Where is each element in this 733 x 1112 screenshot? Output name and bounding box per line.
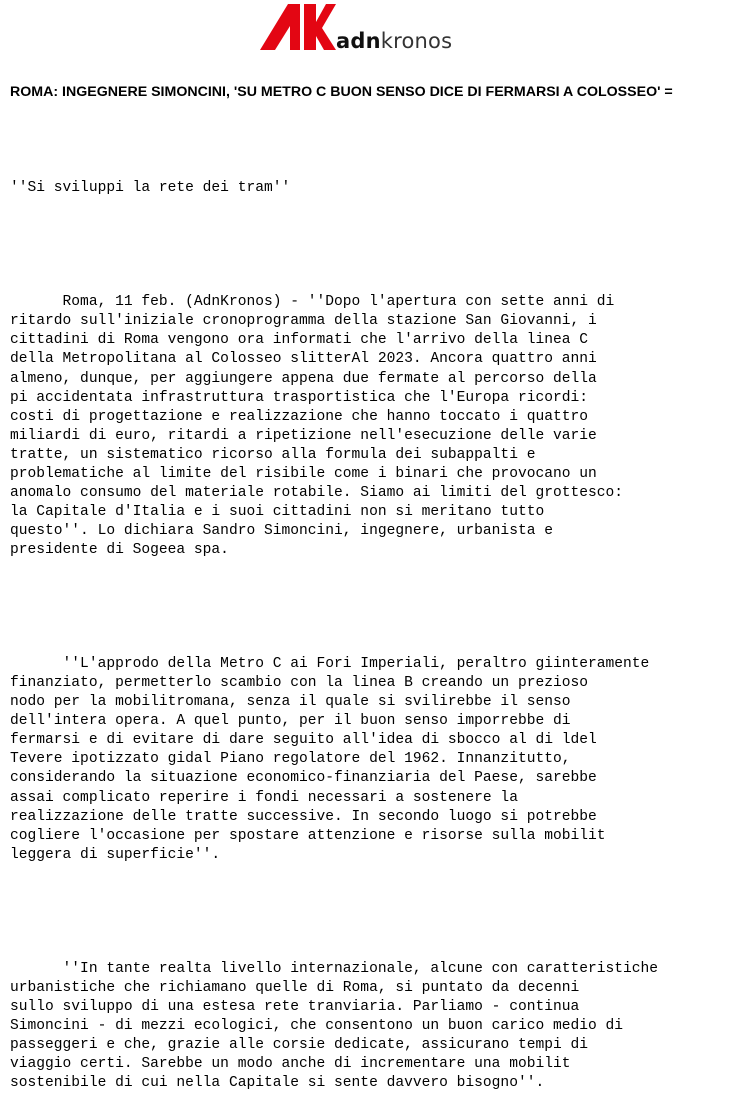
article-paragraph	[10, 960, 730, 1093]
logo-wordmark-rest: kronos	[380, 29, 453, 53]
article-line: anomalo consumo del materiale rotabile. Siamo ai limiti del grottesco:	[10, 484, 624, 501]
article-line: finanziato, permetterlo scambio con la linea B creando un prezioso	[10, 675, 589, 692]
article-line: ''In tante realta livello internazionale, alcune con caratteristiche	[10, 960, 659, 977]
article-body	[10, 141, 730, 1112]
logo-wordmark	[336, 30, 452, 52]
article-line: ritardo sull'iniziale cronoprogramma della stazione San Giovanni, i	[10, 313, 597, 330]
article-line: ''L'approdo della Metro C ai Fori Imperiali, peraltro giinteramente	[10, 656, 650, 673]
article-line: viaggio certi. Sarebbe un modo anche di incrementare una mobilit	[10, 1056, 571, 1073]
article-line: tratte, un sistematico ricorso alla formula dei subappalti e	[10, 446, 536, 463]
article-line: assai complicato reperire i fondi necessari a sostenere la	[10, 789, 518, 806]
article-line: Simoncini - di mezzi ecologici, che consentono un buon carico medio di	[10, 1018, 624, 1035]
article-line: questo''. Lo dichiara Sandro Simoncini, ingegnere, urbanista e	[10, 522, 553, 539]
article-line: passeggeri e che, grazie alle corsie dedicate, assicurano tempi di	[10, 1037, 589, 1054]
adnkronos-logo	[260, 4, 460, 52]
article-line: sullo sviluppo di una estesa rete tranviaria. Parliamo - continua	[10, 998, 580, 1015]
article-line: miliardi di euro, ritardi a ripetizione nell'esecuzione delle varie	[10, 427, 597, 444]
article-line: cittadini di Roma vengono ora informati che l'arrivo della linea C	[10, 332, 589, 349]
article-line: urbanistiche che richiamano quelle di Roma, si puntato da decenni	[10, 979, 580, 996]
article-line: almeno, dunque, per aggiungere appena due fermate al percorso della	[10, 370, 597, 387]
article-headline: ROMA: INGEGNERE SIMONCINI, 'SU METRO C BUON SENSO DICE DI FERMARSI A COLOSSEO' =	[10, 84, 673, 100]
article-line: fermarsi e di evitare di dare seguito all'idea di sbocco al di ldel	[10, 732, 597, 749]
article-line: sostenibile di cui nella Capitale si sente davvero bisogno''.	[10, 1075, 545, 1092]
adnkronos-logo-mark-icon	[260, 4, 336, 52]
article-line: realizzazione delle tratte successive. In secondo luogo si potrebbe	[10, 808, 597, 825]
article-subtitle: ''Si sviluppi la rete dei tram''	[10, 180, 291, 197]
article-line: cogliere l'occasione per spostare attenzione e risorse sulla mobilit	[10, 827, 606, 844]
article-line: costi di progettazione e realizzazione che hanno toccato i quattro	[10, 408, 589, 425]
article-paragraph	[10, 293, 730, 560]
article-line: Roma, 11 feb. (AdnKronos) - ''Dopo l'apertura con sette anni di	[10, 294, 615, 311]
article-line: problematiche al limite del risibile come i binari che provocano un	[10, 465, 597, 482]
article-line: la Capitale d'Italia e i suoi cittadini non si meritano tutto	[10, 503, 545, 520]
article-line: presidente di Sogeea spa.	[10, 541, 229, 558]
article-line: Tevere ipotizzato gidal Piano regolatore del 1962. Innanzitutto,	[10, 751, 571, 768]
article-line: pi accidentata infrastruttura trasportistica che l'Europa ricordi:	[10, 389, 589, 406]
article-line: dell'intera opera. A quel punto, per il buon senso imporrebbe di	[10, 713, 571, 730]
article-line: della Metropolitana al Colosseo slitterAl 2023. Ancora quattro anni	[10, 351, 597, 368]
article-line: considerando la situazione economico-finanziaria del Paese, sarebbe	[10, 770, 597, 787]
logo-wordmark-bold: adn	[336, 29, 381, 53]
article-paragraph	[10, 655, 730, 865]
article-line: nodo per la mobilitromana, senza il quale si svilirebbe il senso	[10, 694, 571, 711]
article-line: leggera di superficie''.	[10, 846, 221, 863]
